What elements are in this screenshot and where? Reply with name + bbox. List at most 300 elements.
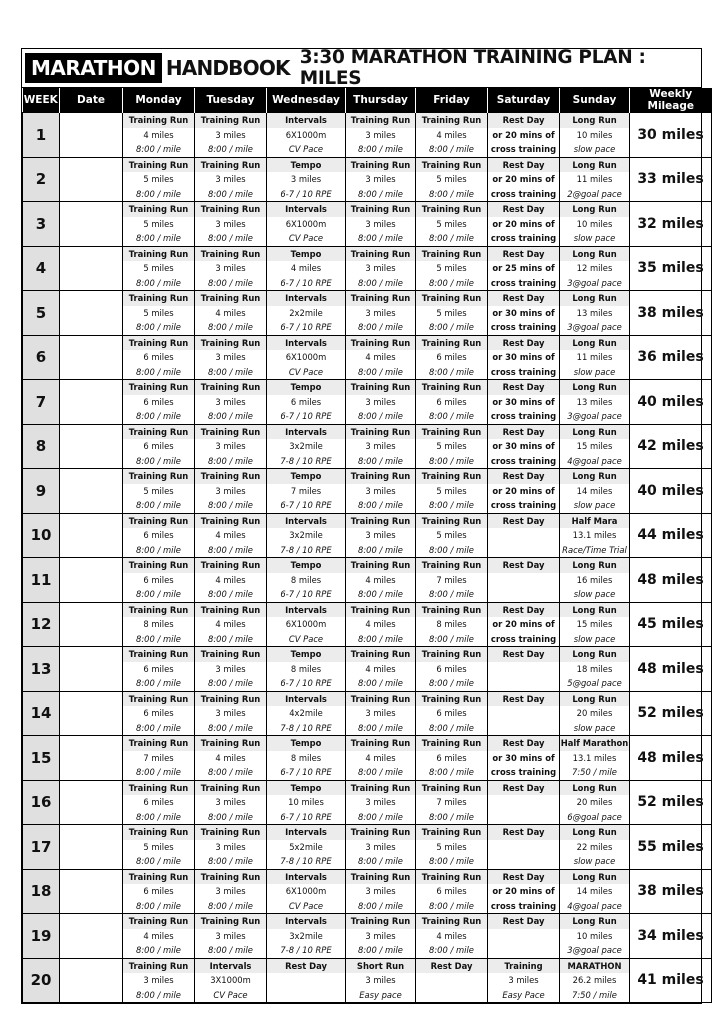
workout-pace: 6-7 / 10 RPE (280, 411, 332, 421)
workout-pace: 8:00 / mile (208, 900, 253, 911)
workout-sunday (560, 558, 630, 603)
workout-pace: cross training (490, 455, 557, 466)
workout-tuesday (195, 914, 267, 959)
workout-type: Training Run (195, 514, 266, 529)
date-cell[interactable] (60, 246, 123, 291)
workout-pace: 8:00 / mile (358, 767, 403, 777)
workout-pace: cross training (490, 188, 557, 199)
date-cell[interactable] (60, 335, 123, 380)
workout-pace: 8:00 / mile (136, 322, 181, 332)
workout-pace: 8:00 / mile (136, 767, 181, 777)
workout-monday (123, 958, 195, 1003)
workout-pace: 8:00 / mile (136, 811, 181, 822)
workout-type: Rest Day (488, 380, 559, 395)
workout-detail: 14 miles (576, 886, 613, 896)
workout-type: Training Run (416, 202, 487, 217)
workout-type: Rest Day (488, 736, 559, 751)
workout-pace: CV Pace (288, 900, 324, 911)
workout-pace (267, 988, 345, 1003)
workout-pace: CV Pace (288, 366, 324, 377)
workout-pace: 8:00 / mile (358, 366, 403, 377)
week-number: 2 (23, 157, 60, 202)
workout-pace (488, 810, 559, 825)
workout-detail: 6 miles (436, 663, 467, 674)
week-row (23, 246, 712, 291)
date-cell[interactable] (60, 513, 123, 558)
workout-sunday (560, 825, 630, 870)
workout-saturday (488, 958, 560, 1003)
workout-type: Tempo (267, 647, 345, 662)
workout-type: Rest Day (267, 959, 345, 974)
training-plan-sheet (21, 48, 702, 1004)
workout-type: Rest Day (488, 202, 559, 217)
workout-detail: 3 miles (365, 485, 396, 496)
workout-type: Training Run (123, 914, 194, 929)
weekly-mileage: 30 miles (630, 113, 712, 158)
workout-thursday (346, 157, 416, 202)
date-cell[interactable] (60, 958, 123, 1003)
date-cell[interactable] (60, 113, 123, 158)
workout-pace: 8:00 / mile (358, 455, 403, 466)
workout-type: Long Run (560, 380, 629, 395)
weekly-mileage: 32 miles (630, 202, 712, 247)
workout-tuesday (195, 424, 267, 469)
workout-wednesday (267, 113, 346, 158)
workout-pace: Race/Time Trial (562, 544, 627, 555)
workout-wednesday (267, 380, 346, 425)
workout-type: Rest Day (488, 603, 559, 618)
workout-type: Rest Day (488, 158, 559, 173)
workout-type: Training Run (346, 113, 415, 128)
workout-pace: slow pace (573, 722, 616, 733)
workout-tuesday (195, 469, 267, 514)
workout-detail: 3 miles (215, 441, 246, 451)
date-cell[interactable] (60, 825, 123, 870)
workout-sunday (560, 469, 630, 514)
workout-pace: 7-8 / 10 RPE (280, 722, 332, 733)
workout-saturday (488, 513, 560, 558)
workout-detail: 6X1000m (285, 129, 327, 140)
workout-saturday (488, 825, 560, 870)
workout-detail: 4 miles (365, 352, 396, 362)
workout-detail: 4 miles (290, 263, 322, 273)
workout-detail: 13 miles (576, 396, 613, 407)
workout-type: Training Run (123, 469, 194, 484)
workout-type: Rest Day (488, 825, 559, 840)
workout-monday (123, 869, 195, 914)
workout-detail: 4 miles (143, 129, 174, 140)
workout-type: Training Run (416, 558, 487, 573)
workout-detail (488, 573, 559, 588)
date-cell[interactable] (60, 691, 123, 736)
workout-type: Intervals (267, 914, 345, 929)
workout-friday (416, 958, 488, 1003)
date-cell[interactable] (60, 914, 123, 959)
workout-type: Rest Day (488, 425, 559, 440)
workout-wednesday (267, 291, 346, 336)
workout-wednesday (267, 558, 346, 603)
workout-tuesday (195, 335, 267, 380)
workout-pace: slow pace (573, 500, 616, 510)
date-cell[interactable] (60, 647, 123, 692)
week-number: 12 (23, 602, 60, 647)
workout-detail: 5 miles (436, 841, 467, 852)
workout-pace: 8:00 / mile (136, 455, 181, 466)
workout-detail: 3 miles (365, 886, 396, 896)
workout-pace: 8:00 / mile (136, 144, 181, 154)
week-number: 19 (23, 914, 60, 959)
date-cell[interactable] (60, 202, 123, 247)
workout-type: Rest Day (488, 781, 559, 796)
workout-pace: 8:00 / mile (429, 945, 474, 955)
logo-marathon: MARATHON (25, 53, 162, 83)
workout-monday (123, 424, 195, 469)
workout-detail: 3 miles (215, 841, 246, 852)
weekly-mileage: 52 miles (630, 780, 712, 825)
workout-wednesday (267, 469, 346, 514)
workout-detail (488, 840, 559, 855)
workout-pace: cross training (490, 633, 557, 644)
date-cell[interactable] (60, 291, 123, 336)
workout-pace (488, 587, 559, 602)
workout-detail: 4x2mile (289, 708, 323, 718)
workout-detail: 13 miles (576, 307, 613, 318)
workout-detail (488, 706, 559, 721)
workout-pace: 8:00 / mile (208, 767, 253, 777)
workout-detail: 3 miles (365, 708, 396, 718)
date-cell[interactable] (60, 602, 123, 647)
workout-type: Long Run (560, 781, 629, 796)
workout-friday (416, 335, 488, 380)
workout-detail: 8 miles (143, 619, 174, 629)
workout-wednesday (267, 736, 346, 781)
workout-detail: 3 miles (365, 263, 396, 273)
week-row (23, 647, 712, 692)
workout-sunday (560, 202, 630, 247)
workout-type: Training Run (195, 870, 266, 885)
workout-detail: 5 miles (143, 174, 174, 184)
workout-detail: 6 miles (436, 708, 467, 718)
workout-pace: 8:00 / mile (429, 900, 474, 911)
workout-saturday (488, 736, 560, 781)
workout-tuesday (195, 691, 267, 736)
workout-sunday (560, 780, 630, 825)
header (22, 49, 701, 88)
workout-detail: 4 miles (365, 619, 396, 629)
workout-monday (123, 157, 195, 202)
workout-detail: 3 miles (215, 396, 246, 407)
workout-type: Long Run (560, 469, 629, 484)
workout-detail: 15 miles (576, 441, 613, 451)
workout-detail: 5 miles (436, 441, 467, 451)
workout-type: Rest Day (488, 914, 559, 929)
week-number: 8 (23, 424, 60, 469)
workout-detail: 10 miles (576, 129, 613, 140)
workout-detail: 6 miles (143, 396, 174, 407)
workout-saturday (488, 602, 560, 647)
workout-type: Intervals (195, 959, 266, 974)
workout-pace: 8:00 / mile (208, 366, 253, 377)
week-row (23, 958, 712, 1003)
workout-detail: 18 miles (576, 663, 613, 674)
workout-thursday (346, 291, 416, 336)
week-number: 16 (23, 780, 60, 825)
workout-thursday (346, 602, 416, 647)
week-row (23, 914, 712, 959)
workout-pace: 8:00 / mile (358, 322, 403, 332)
workout-pace: cross training (490, 411, 557, 421)
workout-type: Training Run (346, 736, 415, 751)
workout-saturday (488, 202, 560, 247)
column-header-monday: Monday (123, 88, 195, 113)
workout-tuesday (195, 113, 267, 158)
workout-pace: 4@goal pace (567, 455, 622, 466)
week-row (23, 825, 712, 870)
workout-tuesday (195, 736, 267, 781)
workout-pace: 8:00 / mile (358, 544, 403, 555)
workout-friday (416, 513, 488, 558)
workout-detail: or 20 mins of (492, 485, 555, 496)
workout-detail: or 20 mins of (492, 218, 555, 229)
workout-type: Intervals (267, 603, 345, 618)
workout-detail: 3X1000m (210, 975, 251, 985)
workout-type: Training Run (123, 247, 194, 262)
workout-type: Training Run (416, 247, 487, 262)
weekly-mileage: 36 miles (630, 335, 712, 380)
workout-type: Tempo (267, 736, 345, 751)
date-cell[interactable] (60, 380, 123, 425)
workout-type: Training Run (346, 247, 415, 262)
workout-detail: 4 miles (215, 574, 246, 585)
weekly-mileage: 42 miles (630, 424, 712, 469)
workout-pace: 5@goal pace (567, 678, 622, 688)
date-cell[interactable] (60, 558, 123, 603)
week-number: 17 (23, 825, 60, 870)
workout-pace (416, 988, 487, 1003)
workout-type: Intervals (267, 870, 345, 885)
workout-type: Training Run (195, 647, 266, 662)
workout-detail: 3 miles (365, 797, 396, 807)
date-cell[interactable] (60, 424, 123, 469)
workout-sunday (560, 424, 630, 469)
workout-type: Training Run (416, 692, 487, 707)
workout-thursday (346, 424, 416, 469)
workout-detail: 6 miles (436, 886, 467, 896)
workout-type: Training Run (346, 469, 415, 484)
workout-friday (416, 113, 488, 158)
workout-type: Training Run (195, 914, 266, 929)
workout-pace: 8:00 / mile (136, 500, 181, 510)
workout-thursday (346, 825, 416, 870)
workout-pace: 8:00 / mile (429, 188, 474, 199)
workout-pace: 8:00 / mile (429, 856, 474, 866)
workout-type: Long Run (560, 914, 629, 929)
workout-pace: 3@goal pace (567, 411, 622, 421)
workout-friday (416, 246, 488, 291)
workout-pace (488, 943, 559, 958)
workout-tuesday (195, 380, 267, 425)
workout-thursday (346, 914, 416, 959)
workout-pace: 7-8 / 10 RPE (280, 945, 332, 955)
workout-sunday (560, 157, 630, 202)
workout-type: Training Run (416, 914, 487, 929)
workout-friday (416, 157, 488, 202)
workout-monday (123, 513, 195, 558)
week-row (23, 736, 712, 781)
week-row (23, 469, 712, 514)
workout-pace: slow pace (573, 856, 616, 866)
workout-wednesday (267, 157, 346, 202)
date-cell[interactable] (60, 736, 123, 781)
weekly-mileage: 40 miles (630, 469, 712, 514)
workout-pace: 8:00 / mile (358, 722, 403, 733)
workout-detail: or 30 mins of (492, 441, 555, 451)
workout-type: Training Run (416, 425, 487, 440)
workout-detail: 3 miles (215, 930, 246, 941)
workout-detail: 3 miles (215, 663, 246, 674)
workout-pace: slow pace (573, 633, 616, 644)
workout-detail: 5 miles (436, 263, 467, 273)
workout-detail: 7 miles (436, 574, 467, 585)
workout-detail: 3 miles (365, 530, 396, 540)
workout-type: Training Run (123, 380, 194, 395)
workout-type: Training Run (195, 825, 266, 840)
week-row (23, 513, 712, 558)
marathon-handbook-logo (25, 53, 290, 83)
date-cell[interactable] (60, 780, 123, 825)
workout-saturday (488, 558, 560, 603)
workout-monday (123, 602, 195, 647)
workout-friday (416, 469, 488, 514)
week-number: 13 (23, 647, 60, 692)
workout-friday (416, 602, 488, 647)
workout-pace: 8:00 / mile (358, 900, 403, 911)
workout-type: Rest Day (488, 870, 559, 885)
workout-detail: 3 miles (215, 886, 246, 896)
workout-type: Tempo (267, 380, 345, 395)
workout-type: Training Run (416, 380, 487, 395)
workout-detail: 16 miles (576, 574, 613, 585)
workout-detail: or 20 mins of (492, 619, 555, 629)
workout-pace: 8:00 / mile (429, 144, 474, 154)
workout-thursday (346, 202, 416, 247)
week-number: 18 (23, 869, 60, 914)
workout-pace: 8:00 / mile (136, 411, 181, 421)
workout-detail: 3 miles (365, 841, 396, 852)
workout-detail: 4 miles (215, 752, 246, 763)
workout-type: Rest Day (488, 247, 559, 262)
workout-type: Long Run (560, 336, 629, 351)
workout-pace: 8:00 / mile (429, 233, 474, 243)
workout-type: Training Run (195, 781, 266, 796)
workout-wednesday (267, 335, 346, 380)
workout-type: Rest Day (488, 469, 559, 484)
workout-pace: 6@goal pace (567, 811, 622, 822)
workout-pace: 8:00 / mile (429, 767, 474, 777)
workout-pace: 8:00 / mile (136, 989, 181, 1000)
workout-detail: 5 miles (436, 174, 467, 184)
workout-pace: 8:00 / mile (208, 500, 253, 510)
workout-detail: 3 miles (508, 975, 539, 985)
workout-detail: 3x2mile (289, 530, 323, 540)
workout-pace: 8:00 / mile (208, 856, 253, 866)
workout-thursday (346, 469, 416, 514)
workout-type: Training Run (346, 825, 415, 840)
week-row (23, 380, 712, 425)
workout-pace: 8:00 / mile (208, 678, 253, 688)
weekly-mileage: 45 miles (630, 602, 712, 647)
column-header-saturday: Saturday (488, 88, 560, 113)
workout-type: Rest Day (416, 959, 487, 974)
weekly-mileage: 35 miles (630, 246, 712, 291)
workout-type: Training Run (416, 113, 487, 128)
workout-monday (123, 469, 195, 514)
workout-type: Training Run (123, 692, 194, 707)
workout-wednesday (267, 914, 346, 959)
date-cell[interactable] (60, 157, 123, 202)
workout-tuesday (195, 869, 267, 914)
workout-type: Training Run (195, 692, 266, 707)
workout-detail: 3 miles (215, 352, 246, 362)
workout-detail: or 20 mins of (492, 129, 555, 140)
workout-detail: 3 miles (143, 975, 174, 985)
workout-pace: 8:00 / mile (136, 366, 181, 377)
workout-detail: 11 miles (576, 174, 613, 184)
workout-thursday (346, 958, 416, 1003)
date-cell[interactable] (60, 469, 123, 514)
workout-type: Training Run (123, 558, 194, 573)
workout-detail: 6 miles (143, 663, 174, 674)
workout-detail: 5 miles (143, 485, 174, 496)
workout-detail: 4 miles (365, 574, 396, 585)
workout-detail: 3x2mile (289, 441, 323, 451)
weekly-mileage: 55 miles (630, 825, 712, 870)
workout-pace: cross training (490, 366, 557, 377)
date-cell[interactable] (60, 869, 123, 914)
workout-type: Training Run (416, 781, 487, 796)
workout-detail: 3 miles (215, 797, 246, 807)
week-number: 15 (23, 736, 60, 781)
workout-monday (123, 380, 195, 425)
workout-pace: 6-7 / 10 RPE (280, 767, 332, 777)
workout-type: Rest Day (488, 692, 559, 707)
workout-pace: 8:00 / mile (358, 678, 403, 688)
workout-pace: 3@goal pace (567, 277, 622, 288)
workout-detail: 12 miles (576, 263, 613, 273)
workout-type: Intervals (267, 291, 345, 306)
workout-thursday (346, 380, 416, 425)
workout-monday (123, 335, 195, 380)
workout-pace: 8:00 / mile (208, 811, 253, 822)
workout-type: Long Run (560, 558, 629, 573)
workout-detail: 3 miles (215, 708, 246, 718)
workout-type: Half Mara (560, 514, 629, 529)
workout-pace: 8:00 / mile (358, 500, 403, 510)
workout-pace: 8:00 / mile (429, 633, 474, 644)
workout-detail: 7 miles (290, 485, 322, 496)
workout-pace: 6-7 / 10 RPE (280, 277, 332, 288)
workout-type: Training Run (123, 336, 194, 351)
workout-detail: 3 miles (290, 174, 322, 184)
workout-monday (123, 914, 195, 959)
workout-detail: 7 miles (436, 797, 467, 807)
week-row (23, 869, 712, 914)
workout-type: Long Run (560, 603, 629, 618)
workout-type: Training Run (195, 291, 266, 306)
week-number: 3 (23, 202, 60, 247)
workout-pace (488, 854, 559, 869)
workout-detail: 4 miles (365, 663, 396, 674)
